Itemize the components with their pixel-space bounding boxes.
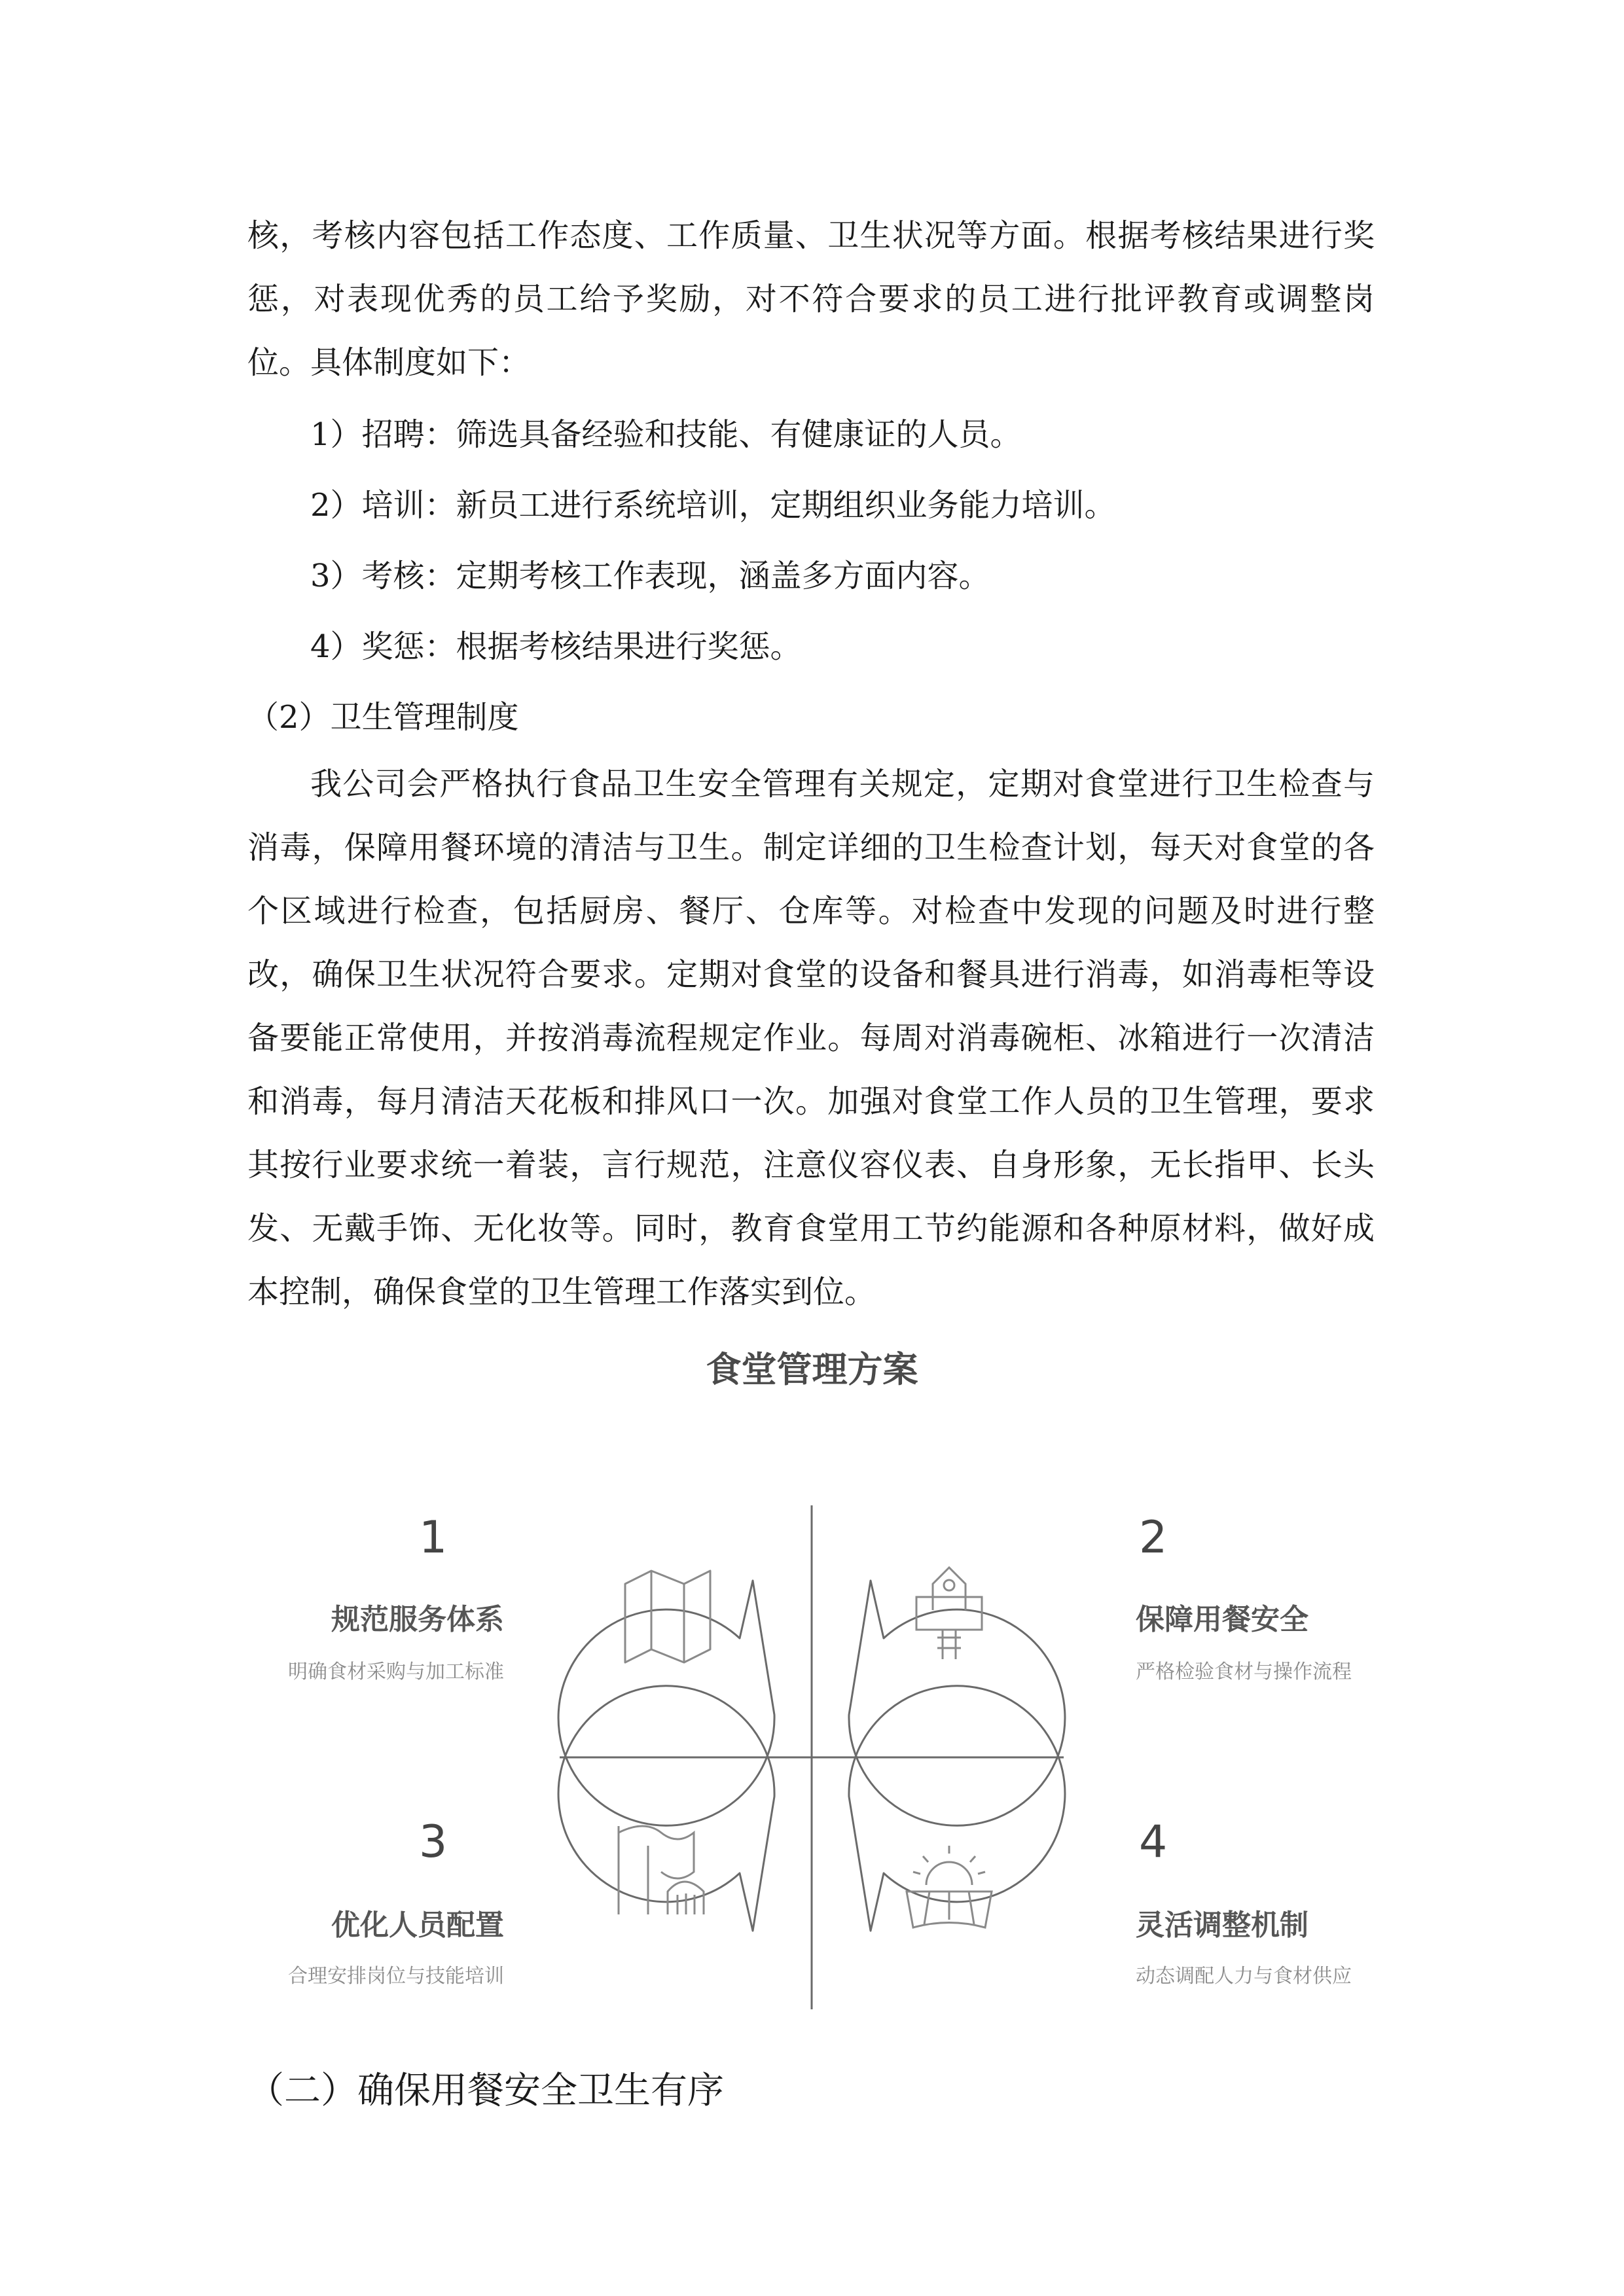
item-3-desc: 合理安排岗位与技能培训 [288, 1965, 504, 1988]
map-icon [625, 1571, 710, 1662]
section-heading: （二）确保用餐安全卫生有序 [247, 2070, 724, 2112]
item-1-title: 规范服务体系 [331, 1603, 504, 1636]
item-1-number: 1 [419, 1512, 448, 1564]
item-4-number: 4 [1139, 1816, 1168, 1868]
paragraph-hygiene: 我公司会严格执行食品卫生安全管理有关规定，定期对食堂进行卫生检查与消毒，保障用餐环境的清洁与卫生。制定详细的卫生检查计划，每天对食堂的各个区域进行检查，包括厨房、餐厅、仓库等。对检查中发现的问题及时进行整改，确保卫生状况符合要求。定期对食堂的设备和餐具进行消毒，如消毒柜等设备要能正常使用，并按消毒流程规定作业。每周对消毒碗柜、冰箱进行一次清洁和消毒，每月清洁天花板和排风口一次。加强对食堂工作人员的卫生管理，要求其按行业要求统一着装，言行规范，注意仪容仪表、自身形象，无长指甲、长头发、无戴手饰、无化妆等。同时，教育食堂用工节约能源和各种原材料，做好成本控制，确保食堂的卫生管理工作落实到位。 [247, 766, 1375, 1310]
list-item: 2）培训：新员工进行系统培训，定期组织业务能力培训。 [310, 487, 1116, 524]
item-1-desc: 明确食材采购与加工标准 [288, 1660, 504, 1683]
list-item: 4）奖惩：根据考核结果进行奖惩。 [310, 628, 802, 665]
item-4-title: 灵活调整机制 [1136, 1909, 1308, 1942]
bubble-2 [849, 1581, 1065, 1825]
item-2-number: 2 [1139, 1512, 1168, 1564]
item-4-desc: 动态调配人力与食材供应 [1136, 1965, 1352, 1988]
bubble-3 [558, 1686, 774, 1931]
hygiene-subheading: （2）卫生管理制度 [247, 699, 519, 736]
paragraph-assessment: 核，考核内容包括工作态度、工作质量、卫生状况等方面。根据考核结果进行奖惩，对表现优秀的员工给予奖励，对不符合要求的员工进行批评教育或调整岗位。具体制度如下： [247, 217, 1375, 381]
sunrise-icon [907, 1846, 992, 1928]
item-2-title: 保障用餐安全 [1136, 1603, 1308, 1636]
item-2-desc: 严格检验食材与操作流程 [1136, 1660, 1352, 1683]
infographic-title: 食堂管理方案 [706, 1349, 918, 1390]
bubble-4 [849, 1686, 1065, 1931]
list-item: 3）考核：定期考核工作表现，涵盖多方面内容。 [310, 558, 990, 594]
item-3-title: 优化人员配置 [331, 1909, 504, 1942]
bubble-1 [558, 1581, 774, 1825]
list-item: 1）招聘：筛选具备经验和技能、有健康证的人员。 [310, 416, 1022, 453]
item-3-number: 3 [419, 1816, 448, 1868]
